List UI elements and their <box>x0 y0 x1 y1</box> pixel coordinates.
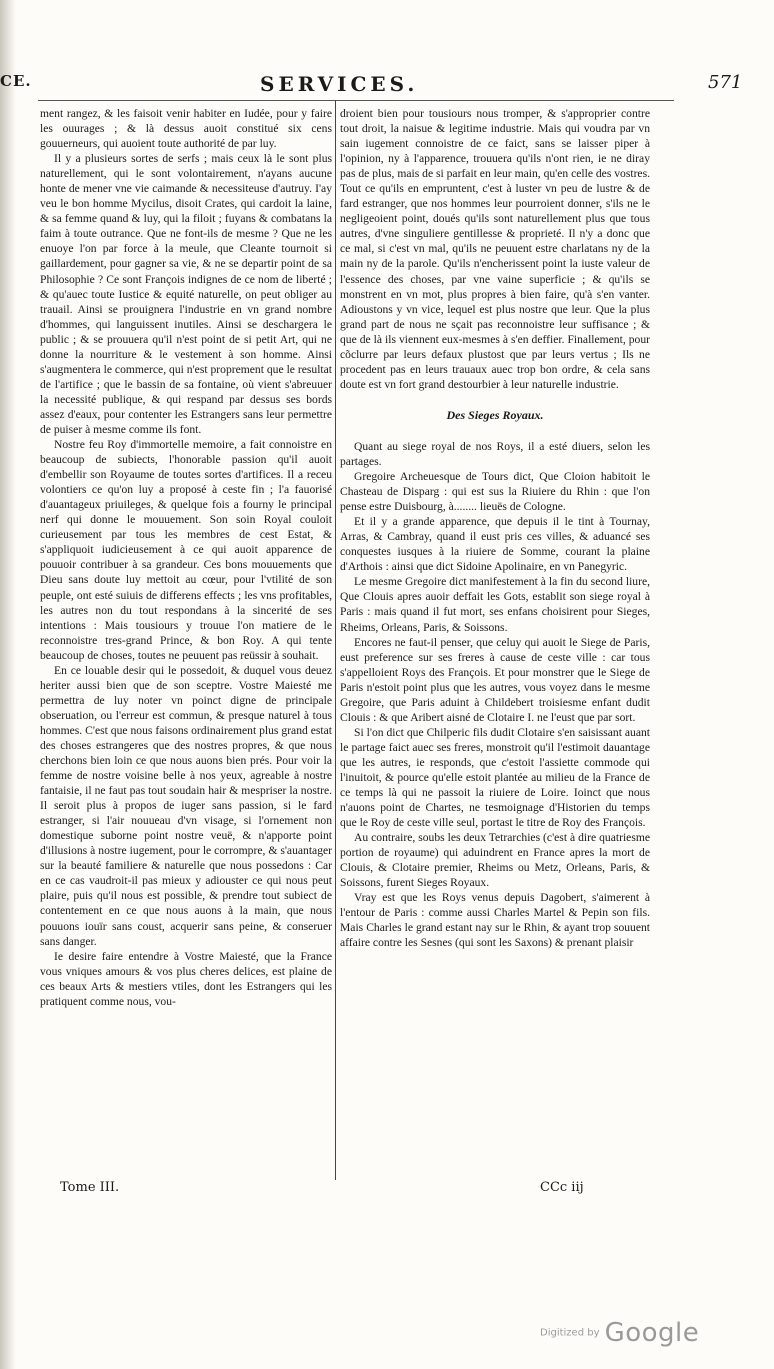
paragraph: Quant au siege royal de nos Roys, il a esté diuers, selon les partages. <box>340 439 650 468</box>
paragraph: Et il y a grande apparence, que depuis il le tint à Tournay, Arras, & Cambray, quand il eust pris ces villes, & aduancé ses conquestes iusques à la riuiere de Somme, courant la plaine d'Arthois : ainsi que dict Sidoine Apolinaire, en vn Panegyric. <box>340 515 650 574</box>
binding-gutter <box>0 0 16 1369</box>
paragraph: Nostre feu Roy d'immortelle memoire, a fait connoistre en beaucoup de subiects, l'honorable passion qu'il auoit d'embellir son Royaume de toutes sortes d'artifices. Il a receu volontiers ce qu'on luy a proposé à ceste fin ; l'a fauorisé d'auantageux priuileges, & quelque fois a fourny le principal nerf qui donne le mouuement. Son soin Royal couloit curieusement par tous les membres de cest Estat, & s'appliquoit iudicieusement à ce qui auoit apparence de pouuoir contribuer à sa grandeur. Ces bons mouuements que Dieu sans doute luy mettoit au cœur, pour l'vtilité de son peuple, ont esté suiuis de differens effects ; les vns profitables, les autres non du tout respondans à la sincerité de ses intentions : Mais tousiours y trouue l'on matiere de le reconnoistre tres-grand Prince, & bon Roy. A qui tente beaucoup de choses, toutes ne peuuent pas reüssir à souhait. <box>40 438 332 662</box>
digitization-watermark <box>540 1318 699 1348</box>
page-number: 571 <box>708 72 743 93</box>
running-title: SERVICES. <box>260 72 419 96</box>
paragraph: Au contraire, soubs les deux Tetrarchies (c'est à dire quatriesme portion de royaume) qui aduindrent en France apres la mort de Clouis, & Clotaire premier, Rheims ou Metz, Orleans, Paris, & Soissons, furent Sieges Royaux. <box>340 831 650 890</box>
column-divider <box>335 100 336 1180</box>
paragraph: Gregoire Archeuesque de Tours dict, Que Cloion habitoit le Chasteau de Disparg : qui est sus la Riuiere du Rhin : que l'on pense estre Duisbourg, à........ lieuës de Cologne. <box>340 470 650 514</box>
page-header <box>32 72 772 100</box>
paragraph: Vray est que les Roys venus depuis Dagobert, s'aimerent à l'entour de Paris : comme aussi Charles Martel & Pepin son fils. Mais Charles le grand estant nay sur le Rhin, & ayant trop souuent affaire contre les Sesnes (qui sont les Saxons) & prenant plaisir <box>340 891 650 950</box>
watermark-prefix: Digitized by <box>540 1327 600 1339</box>
previous-page-edge-text: CE. <box>0 72 32 90</box>
section-heading: Des Sieges Royaux. <box>446 407 544 422</box>
signature-mark: CCc iij <box>540 1180 584 1195</box>
left-column <box>40 106 332 1009</box>
google-logo: Google <box>604 1318 700 1348</box>
paragraph: Il y a plusieurs sortes de serfs ; mais ceux là le sont plus naturellement, qui le sont volontairement, n'ayans aucune honte de mener vne vie caimande & necessiteuse d'autruy. I'ay veu le bon homme Mycilus, disoit Crates, qui cardoit la laine, & sa femme quand & luy, qui la filoit ; fuyans & combatans la faim à toute outrance. Que ne font-ils de mesme ? Que ne les enuoye l'on par force à la meule, que Cleante tournoit si gaillardement, pour gagner sa vie, & ne se departir point de sa Philosophie ? Ce sont François indignes de ce nom de liberté ; & qu'auec toute Iustice & equité naturelle, on peut obliger au trauail. Ainsi se prouignera l'industrie en vn grand nombre d'hommes, qui languissent inutiles. Ainsi se deschargera le public ; & se prouuera qu'il n'est point de si petit Art, qui ne donne la nourriture & le vestement à son homme. Ainsi s'augmentera le commerce, qui n'est proprement que le resultat de l'artifice ; que le bassin de sa fontaine, où vient s'abreuuer la necessité publique, & qui respand par dessus ses bords assez d'eaux, pour contenter les Estrangers sans leur permettre de puiser à mesme comme ils font. <box>40 152 332 436</box>
paragraph: ment rangez, & les faisoit venir habiter en Iudée, pour y faire les ouurages ; & là dessus auoit constitué six cens gouuerneurs, qui auoient toute authorité de par luy. <box>40 107 332 151</box>
paragraph: Encores ne faut-il penser, que celuy qui auoit le Siege de Paris, eust preference sur ses freres à cause de ceste ville : car tous s'appelloient Roys des François. Et pour monstrer que le Siege de Paris n'estoit point plus que les autres, vous voyez dans le mesme Gregoire, que Paris aduint à Childebert troisiesme enfant dudit Clouis : & que Aribert aisné de Clotaire I. ne l'eust que par sort. <box>340 635 650 724</box>
paragraph: Ie desire faire entendre à Vostre Maiesté, que la France vous vniques amours & vos plus cheres delices, est plaine de ces beaux Arts & mestiers vtiles, dont les Estrangers qui les pratiquent comme nous, vou- <box>40 949 332 1008</box>
paragraph: En ce louable desir qui le possedoit, & duquel vous deuez heriter aussi bien que de son sceptre. Vostre Maiesté me permettra de luy noter vn poinct digne de principale obseruation, ou l'erreur est commun, & presque naturel à tous hommes. C'est que nous faisons ordinairement plus grand estat des choses estrangeres que des nostres propres, & que nous cherchons bien loin ce que nous auons bien prés. Pour voir la femme de nostre voisine belle à nos yeux, agreable à nostre fantaisie, il ne faut pas tout soudain hair & mespriser la nostre. Il seroit plus à propos de iuger sans passion, si le fard estranger, si l'air nouueau d'vn visage, si l'ornement non domestique suborne point nostre veuë, & n'apporte point d'illusions à nostre iugement, pour le corrompre, & s'auantager sur la beauté familiere & naturelle que nous possedons : Car en ce cas vaudroit-il pas mieux y adiouster ce qui nous peut plaire, puis qu'il nous est possible, & prendre tout subiect de contentement en ce que nous auons à la main, que nous pouuons iouïr sans coust, acquerir sans peine, & conseruer sans danger. <box>40 663 332 948</box>
right-column <box>340 106 650 951</box>
paragraph: Le mesme Gregoire dict manifestement à la fin du second liure, Que Clouis apres auoir deffait les Gots, establit son siege royal à Paris : mais quand il fut mort, ses enfans choisirent pour Sieges, Rheims, Orleans, Paris, & Soissons. <box>340 575 650 634</box>
volume-label: Tome III. <box>60 1180 120 1195</box>
paragraph: Si l'on dict que Chilperic fils dudit Clotaire s'en saisissant auant le partage faict auec ses freres, monstroit qu'il l'estimoit dauantage que les autres, ie responds, que c'estoit l'assiette commode qui l'inuitoit, & pource qu'elle estoit plantée au milieu de la France de ce temps là qui ne passoit la riuiere de Loire. Ioinct que nous n'auons point de Chartes, ne tesmoignage d'Historien du temps que le Roy de ceste ville seul, portast le titre de Roy des François. <box>340 725 650 830</box>
header-rule <box>38 100 674 101</box>
paragraph: droient bien pour tousiours nous tromper, & s'approprier contre tout droit, la naisue & legitime industrie. Mais qui voudra par vn sain iugement connoistre de ce faict, sans se laisser piper à l'opinion, ny à l'apparence, trouuera qu'ils n'ont rien, ie ne diray pas de plus, mais de si parfait en leur main, qu'en celle des vostres. Tout ce qu'ils en empruntent, c'est à luster vn peu de lustre & de fard estranger, que nos hommes leur pourroient donner, s'ils ne le negligeoient point, doués qu'ils sont naturellement plus que tous autres, d'vne singuliere gentillesse & proprieté. Il n'y a donc que ce mal, si c'est vn mal, qu'ils ne peuuent estre charlatans ny de la main ny de la parole. Qu'ils n'encherissent point la iuste valeur de l'essence des choses, par vne vaine superficie ; & qu'ils se monstrent en vn mot, plus propres à bien faire, qu'à s'en vanter. Adioustons y vn vice, lequel est plus nostre que leur. Que la plus grand part de nous ne sçait pas reconnoistre leur suffisance ; & que de là ils viennent eux-mesmes à s'en deffier. Finallement, pour cõclurre par leurs defaux plustost que par leurs vertus ; Ils ne procedent pas en leurs trauaux auec trop bon ordre, & cela sans doute est vn fort grand destourbier à leur naturelle industrie. <box>340 107 650 391</box>
